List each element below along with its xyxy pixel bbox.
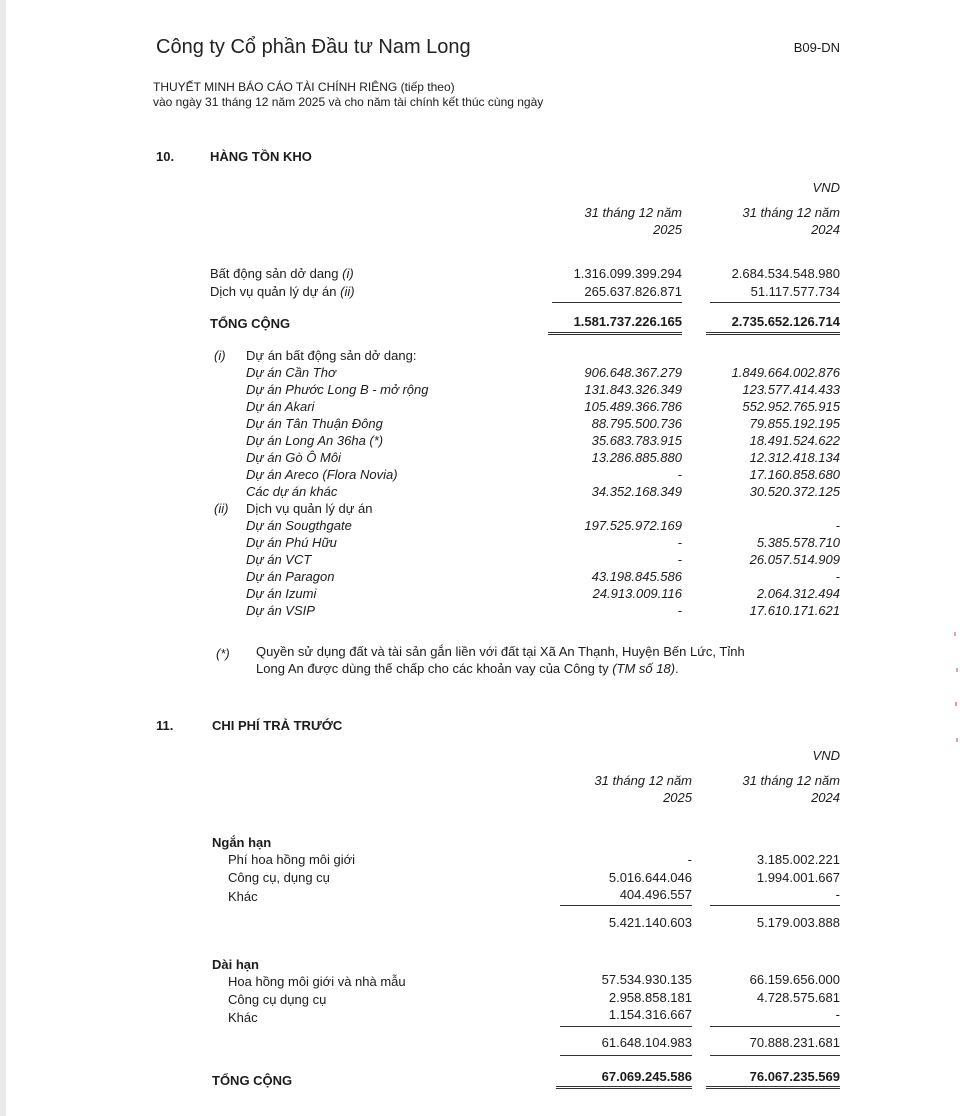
table-cell: - (835, 887, 840, 902)
section-11-number: 11. (156, 718, 174, 733)
scan-mark (954, 632, 956, 636)
footnote-marker: (*) (216, 646, 230, 661)
section-10-col-2024-line1: 31 tháng 12 năm (742, 205, 840, 220)
detail-marker: (i) (214, 348, 226, 363)
table-cell: 3.185.002.221 (756, 852, 840, 867)
table-cell: 13.286.885.880 (591, 450, 682, 465)
form-code: B09-DN (793, 40, 840, 55)
detail-marker: (ii) (214, 501, 229, 516)
section-11-title: CHI PHÍ TRẢ TRƯỚC (212, 718, 343, 733)
table-row-label: Khác (228, 889, 258, 904)
table-cell: 123.577.414.433 (742, 382, 840, 397)
section-11-col-2024-line2: 2024 (811, 790, 840, 805)
table-row-label: Dự án Cần Thơ (246, 365, 336, 380)
footnote-line1: Quyền sử dụng đất và tài sản gắn liền với đất tại Xã An Thạnh, Huyện Bến Lức, Tỉnh (256, 644, 745, 659)
table-cell: 1.154.316.667 (608, 1007, 692, 1022)
table-cell: 26.057.514.909 (749, 552, 840, 567)
total-value-2025: 67.069.245.586 (601, 1069, 692, 1084)
section-10-title: HÀNG TỒN KHO (210, 149, 312, 164)
subtotal-rule (710, 905, 840, 906)
section-11-col-2024-line1: 31 tháng 12 năm (742, 773, 840, 788)
table-cell: - (677, 552, 682, 567)
table-cell: 404.496.557 (619, 887, 692, 902)
table-cell: 552.952.765.915 (742, 399, 840, 414)
short-term-subtotal-2024: 5.179.003.888 (756, 915, 840, 930)
table-row-label: Dự án Paragon (246, 569, 335, 584)
long-term-subtotal-2024: 70.888.231.681 (749, 1035, 840, 1050)
table-cell: - (677, 535, 682, 550)
company-name: Công ty Cổ phần Đầu tư Nam Long (156, 36, 471, 58)
short-term-subtotal-2025: 5.421.140.603 (608, 915, 692, 930)
total-value-2025: 1.581.737.226.165 (573, 314, 682, 329)
table-row-label: Dự án Tân Thuận Đông (246, 416, 383, 431)
table-cell: 131.843.326.349 (584, 382, 682, 397)
table-row-label: Dự án Phú Hữu (246, 535, 337, 550)
table-row-label: Dự án VCT (246, 552, 312, 567)
table-row-label: Dự án Long An 36ha (*) (246, 433, 384, 448)
section-10-number: 10. (156, 149, 175, 164)
subtotal-rule (560, 1055, 692, 1056)
subtotal-rule (710, 1055, 840, 1056)
group-heading: Ngắn hạn (212, 835, 272, 850)
page-edge-shadow (0, 0, 6, 1116)
table-cell: 1.316.099.399.294 (573, 266, 682, 281)
table-cell: 265.637.826.871 (584, 284, 682, 299)
section-11-col-2025-line2: 2025 (663, 790, 692, 805)
subtotal-rule (552, 302, 682, 303)
table-cell: - (835, 1007, 840, 1022)
total-double-rule (706, 332, 840, 335)
total-value-2024: 76.067.235.569 (749, 1069, 840, 1084)
subtotal-rule (710, 1026, 840, 1027)
table-cell: 2.684.534.548.980 (731, 266, 840, 281)
table-cell: 30.520.372.125 (749, 484, 840, 499)
table-row-label: Dự án Sougthgate (246, 518, 352, 533)
group-heading: Dài hạn (212, 957, 259, 972)
table-cell: 1.994.001.667 (756, 870, 840, 885)
section-10-col-2024-line2: 2024 (811, 222, 840, 237)
table-cell: - (687, 852, 692, 867)
total-double-rule (556, 1086, 692, 1089)
subtotal-rule (710, 302, 840, 303)
table-cell: 5.385.578.710 (756, 535, 840, 550)
table-cell: - (677, 467, 682, 482)
table-cell: - (835, 518, 840, 533)
table-cell: 66.159.656.000 (749, 972, 840, 987)
table-row-label: Hoa hồng môi giới và nhà mẫu (228, 974, 406, 989)
table-cell: - (835, 569, 840, 584)
total-label: TỔNG CỘNG (212, 1073, 293, 1088)
table-cell: 1.849.664.002.876 (731, 365, 840, 380)
table-row-label: Công cụ dụng cụ (228, 992, 327, 1007)
section-11-col-2025-line1: 31 tháng 12 năm (594, 773, 692, 788)
table-row-label: Dự án Akari (246, 399, 315, 414)
section-11-currency: VND (812, 748, 840, 763)
table-row-label: Dự án Areco (Flora Novia) (246, 467, 398, 482)
table-cell: 43.198.845.586 (591, 569, 682, 584)
table-cell: 17.610.171.621 (749, 603, 840, 618)
table-row-label: Dự án Gò Ô Môi (246, 450, 341, 465)
table-cell: 34.352.168.349 (591, 484, 682, 499)
scan-mark (956, 738, 958, 742)
table-row-label: Dự án Phước Long B - mở rộng (246, 382, 429, 397)
table-cell: 51.117.577.734 (750, 284, 840, 299)
scan-mark (956, 668, 958, 672)
total-double-rule (706, 1086, 840, 1089)
total-value-2024: 2.735.652.126.714 (731, 314, 840, 329)
long-term-subtotal-2025: 61.648.104.983 (601, 1035, 692, 1050)
table-cell: 24.913.009.116 (592, 586, 682, 601)
table-cell: 35.683.783.915 (591, 433, 682, 448)
subtotal-rule (560, 1026, 692, 1027)
table-row-label: Phí hoa hồng môi giới (228, 852, 356, 867)
table-cell: 2.958.858.181 (608, 990, 692, 1005)
table-cell: 18.491.524.622 (749, 433, 840, 448)
table-cell: 17.160.858.680 (749, 467, 840, 482)
section-10-currency: VND (812, 180, 840, 195)
table-row-label: Dự án VSIP (246, 603, 315, 618)
table-cell: 2.064.312.494 (756, 586, 840, 601)
table-row-label: Dự án Izumi (246, 586, 317, 601)
table-cell: 906.648.367.279 (584, 365, 682, 380)
table-row-label: Công cụ, dụng cụ (228, 870, 330, 885)
table-cell: 5.016.644.046 (608, 870, 692, 885)
section-10-col-2025-line2: 2025 (653, 222, 682, 237)
section-10-col-2025-line1: 31 tháng 12 năm (584, 205, 682, 220)
table-cell: - (677, 603, 682, 618)
table-cell: 12.312.418.134 (749, 450, 840, 465)
footnote-line2: Long An được dùng thế chấp cho các khoản vay của Công ty (TM số 18). (256, 661, 679, 676)
total-label: TỔNG CỘNG (210, 316, 291, 331)
table-cell: 105.489.366.786 (584, 399, 682, 414)
table-cell: 4.728.575.681 (756, 990, 840, 1005)
table-row-label: Bất động sản dở dang (i) (210, 266, 354, 281)
table-cell: 57.534.930.135 (601, 972, 692, 987)
table-row-label: Các dự án khác (246, 484, 338, 499)
table-cell: 79.855.192.195 (749, 416, 840, 431)
report-subtitle: THUYẾT MINH BÁO CÁO TÀI CHÍNH RIÊNG (tiếp theo) (153, 80, 455, 94)
report-period: vào ngày 31 tháng 12 năm 2025 và cho năm tài chính kết thúc cùng ngày (153, 95, 544, 109)
table-row-label: Dịch vụ quản lý dự án (ii) (210, 284, 355, 299)
table-cell: 197.525.972.169 (584, 518, 682, 533)
detail-heading: Dịch vụ quản lý dự án (246, 501, 373, 516)
table-row-label: Khác (228, 1010, 258, 1025)
total-double-rule (548, 332, 682, 335)
table-cell: 88.795.500.736 (591, 416, 682, 431)
subtotal-rule (560, 905, 692, 906)
detail-heading: Dự án bất động sản dở dang: (246, 348, 417, 363)
scan-mark (955, 702, 957, 706)
